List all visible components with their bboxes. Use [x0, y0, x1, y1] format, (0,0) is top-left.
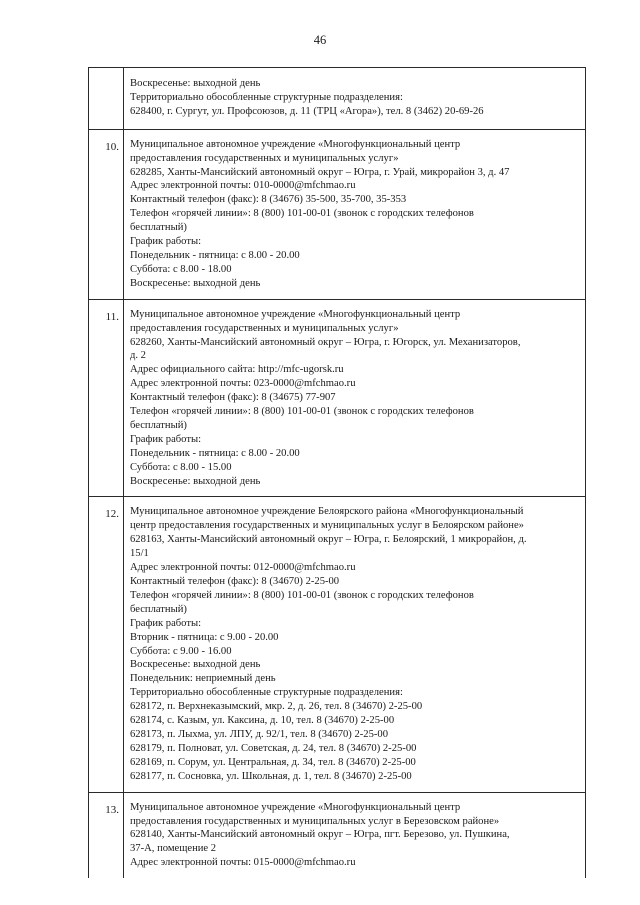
- row-line: предоставления государственных и муниципальных услуг в Березовском районе»: [130, 815, 500, 827]
- row-line: 628260, Ханты-Мансийский автономный округ – Югра, г. Югорск, ул. Механизаторов,: [130, 336, 521, 348]
- row-line: Контактный телефон (факс): 8 (34675) 77-907: [130, 392, 336, 404]
- row-line: 628400, г. Сургут, ул. Профсоюзов, д. 11 (ТРЦ «Агора»), тел. 8 (3462) 20-69-26: [130, 105, 484, 117]
- row-line: 628285, Ханты-Мансийский автономный округ – Югра, г. Урай, микрорайон 3, д. 47: [130, 166, 510, 178]
- row-line: Понедельник - пятница: с 8.00 - 20.00: [130, 447, 300, 459]
- row-line: Адрес официального сайта: http://mfc-ugorsk.ru: [130, 364, 344, 376]
- row-line: Муниципальное автономное учреждение «Многофункциональный центр: [130, 308, 461, 320]
- row-line: Вторник - пятница: с 9.00 - 20.00: [130, 631, 279, 643]
- row-number: 11.: [89, 299, 124, 497]
- row-line: бесплатный): [130, 603, 187, 615]
- row-line: 628172, п. Верхнеказымский, мкр. 2, д. 26, тел. 8 (34670) 2-25-00: [130, 701, 423, 713]
- row-line: График работы:: [130, 433, 202, 445]
- row-content: [124, 68, 586, 130]
- table-row-10: [89, 129, 586, 299]
- row-line: Телефон «горячей линии»: 8 (800) 101-00-01 (звонок с городских телефонов: [130, 589, 474, 601]
- row-content: [124, 792, 586, 878]
- row-line: Территориально обособленные структурные подразделения:: [130, 91, 403, 103]
- row-line: График работы:: [130, 236, 202, 248]
- table-row-continuation: [89, 68, 586, 130]
- row-line: Телефон «горячей линии»: 8 (800) 101-00-01 (звонок с городских телефонов: [130, 208, 474, 220]
- row-line: Муниципальное автономное учреждение «Многофункциональный центр: [130, 801, 461, 813]
- row-line: Территориально обособленные структурные подразделения:: [130, 687, 403, 699]
- row-number: 10.: [89, 129, 124, 299]
- row-line: Суббота: с 9.00 - 16.00: [130, 645, 232, 657]
- row-line: Суббота: с 8.00 - 15.00: [130, 461, 232, 473]
- row-line: 37-А, помещение 2: [130, 843, 217, 855]
- row-number: 12.: [89, 497, 124, 792]
- row-number: 13.: [89, 792, 124, 878]
- row-line: Адрес электронной почты: 023-0000@mfchmao.ru: [130, 378, 356, 390]
- row-line: д. 2: [130, 350, 146, 362]
- row-line: Адрес электронной почты: 012-0000@mfchmao.ru: [130, 562, 356, 574]
- row-line: Телефон «горячей линии»: 8 (800) 101-00-01 (звонок с городских телефонов: [130, 406, 474, 418]
- table-row-11: [89, 299, 586, 497]
- row-line: Воскресенье: выходной день: [130, 659, 261, 671]
- row-line: Понедельник - пятница: с 8.00 - 20.00: [130, 249, 300, 261]
- table-row-12: [89, 497, 586, 792]
- row-line: предоставления государственных и муниципальных услуг»: [130, 322, 399, 334]
- row-line: Суббота: с 8.00 - 18.00: [130, 263, 232, 275]
- row-line: Муниципальное автономное учреждение «Многофункциональный центр: [130, 138, 461, 150]
- row-line: бесплатный): [130, 222, 187, 234]
- row-line: Воскресенье: выходной день: [130, 475, 261, 487]
- row-line: Воскресенье: выходной день: [130, 277, 261, 289]
- row-line: Муниципальное автономное учреждение Белоярского района «Многофункциональный: [130, 506, 524, 518]
- row-line: 628174, с. Казым, ул. Каксина, д. 10, тел. 8 (34670) 2-25-00: [130, 715, 395, 727]
- row-line: Контактный телефон (факс): 8 (34676) 35-500, 35-700, 35-353: [130, 194, 407, 206]
- row-line: 628177, п. Сосновка, ул. Школьная, д. 1, тел. 8 (34670) 2-25-00: [130, 770, 412, 782]
- row-line: График работы:: [130, 617, 202, 629]
- table-row-13: [89, 792, 586, 878]
- row-content: [124, 497, 586, 792]
- row-line: 15/1: [130, 548, 149, 560]
- institutions-table: [88, 67, 586, 878]
- row-line: центр предоставления государственных и муниципальных услуг в Белоярском районе»: [130, 520, 524, 532]
- row-content: [124, 129, 586, 299]
- row-line: 628169, п. Сорум, ул. Центральная, д. 34, тел. 8 (34670) 2-25-00: [130, 756, 416, 768]
- row-line: 628173, п. Лыхма, ул. ЛПУ, д. 92/1, тел. 8 (34670) 2-25-00: [130, 728, 388, 740]
- row-line: Воскресенье: выходной день: [130, 78, 261, 89]
- row-line: предоставления государственных и муниципальных услуг»: [130, 152, 399, 164]
- row-content: [124, 299, 586, 497]
- page-number: 46: [313, 33, 327, 47]
- row-line: Адрес электронной почты: 015-0000@mfchmao.ru: [130, 857, 356, 869]
- row-line: 628140, Ханты-Мансийский автономный округ – Югра, пгт. Березово, ул. Пушкина,: [130, 829, 510, 841]
- row-line: 628163, Ханты-Мансийский автономный округ – Югра, г. Белоярский, 1 микрорайон, д.: [130, 534, 527, 546]
- row-line: Контактный телефон (факс): 8 (34670) 2-25-00: [130, 576, 340, 587]
- row-line: Адрес электронной почты: 010-0000@mfchmao.ru: [130, 180, 356, 192]
- row-line: 628179, п. Полноват, ул. Советская, д. 24, тел. 8 (34670) 2-25-00: [130, 742, 417, 754]
- row-line: бесплатный): [130, 419, 187, 431]
- row-number: [89, 68, 124, 130]
- row-line: Понедельник: неприемный день: [130, 673, 276, 685]
